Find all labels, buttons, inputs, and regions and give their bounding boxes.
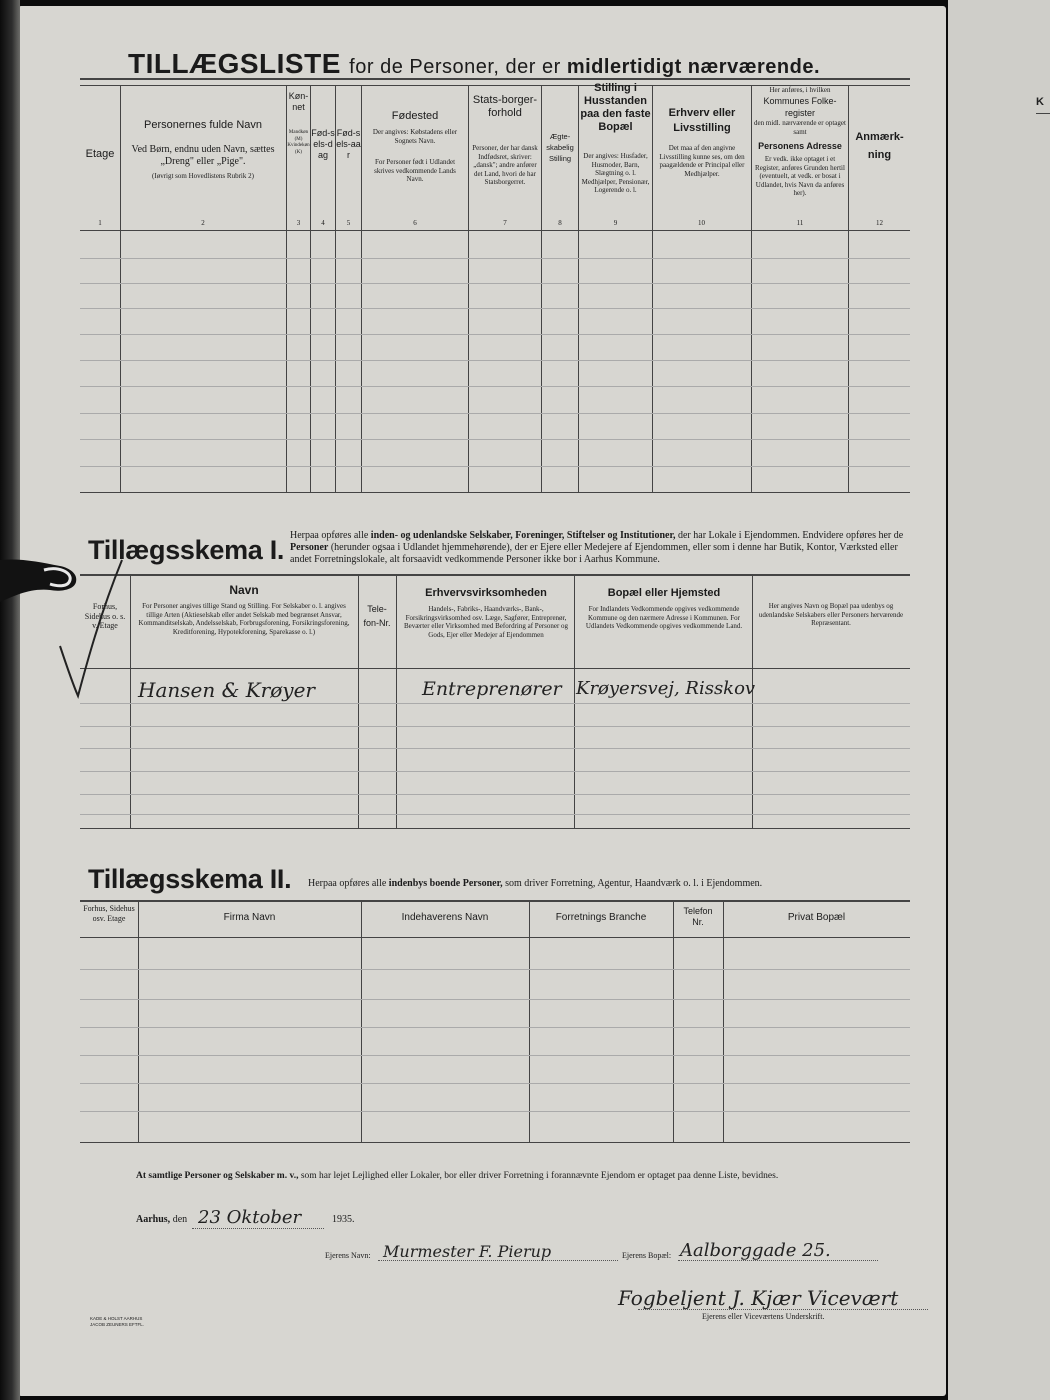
- col-adresse-header: Personens Adresse: [758, 141, 842, 151]
- skema1-col-bopael: Bopæl eller Hjemsted: [607, 587, 721, 599]
- col-fodested-sub2: For Personer født i Udlandet skrives vedkommende Lands Navn.: [374, 158, 456, 183]
- col-name-sub: Ved Børn, endnu uden Navn, sættes „Dreng" eller „Pige".: [131, 144, 275, 167]
- col-adresse-sub: Er vedk. ikke optaget i et Register, anføres Grunden hertil (eventuelt, at vedk. er bosat i Udlandet, hvis Navn da anføres her).: [755, 155, 845, 197]
- col-num: 11: [796, 219, 804, 227]
- skema1-col-bopael-sub: For Indlandets Vedkommende opgives vedkommende Kommune og den nærmere Adresse i Kommunen. For Udlandets Vedkommende opgives vedkommende Land.: [585, 605, 743, 630]
- col-statsborger-sub: Personer, der har dansk Indfødsret, skriver: „dansk"; andre anfører det Land, hvori de har Statsborgerret.: [472, 144, 538, 186]
- col-num: 3: [296, 219, 301, 227]
- col-num: 7: [503, 219, 507, 227]
- col-aegteskab-header: Ægte-skabelig Stilling: [546, 132, 574, 163]
- skema1-col-erhverv: Erhvervsvirksomheden: [425, 587, 547, 599]
- col-num: 8: [558, 219, 562, 227]
- skema1-title: Tillægsskema I.: [88, 535, 285, 565]
- tillaegsliste-title: TILLÆGSLISTE for de Personer, der er midlertidigt nærværende.: [128, 48, 820, 79]
- col-name-header: Personernes fulde Navn: [143, 119, 262, 131]
- skema1-col-forhus: Forhus, Sidehus o. s. v. Etage: [84, 602, 126, 630]
- col-folkeregister-sub: den midl. nærværende er optaget samt: [754, 119, 846, 136]
- col-stilling-header: Stilling i Husstanden paa den faste Bopæl: [580, 82, 651, 133]
- col-num: 1: [98, 219, 102, 227]
- col-erhverv-header: Erhverv eller Livsstilling: [668, 107, 736, 134]
- col-num: 12: [876, 219, 883, 227]
- col-num: 5: [346, 219, 351, 227]
- owner-name-handwritten: Murmester F. Pierup: [383, 1242, 552, 1261]
- skema2-col-bopael: Privat Bopæl: [787, 912, 846, 923]
- col-kon-header: Køn-net: [288, 91, 309, 112]
- col-name-sub2: (Iøvrigt som Hovedlistens Rubrik 2): [152, 172, 254, 180]
- col-num: 2: [201, 219, 205, 227]
- col-anmaerkning-header: Anmærk-ning: [855, 131, 904, 161]
- adjacent-page: [948, 0, 1050, 1400]
- col-num: 6: [413, 219, 417, 227]
- skema1-col-erhverv-sub: Handels-, Fabriks-, Haandværks-, Bank-, Forsikringsvirksomhed osv. Læge, Sagfører, Entreprenør, Beværter eller Virksomhed med Befordring af Personer og Gods, Ejer eller Medejer af Ejendommen: [403, 605, 569, 639]
- signature-label: Ejerens eller Viceværtens Underskrift.: [702, 1312, 825, 1321]
- skema1-row1-bopael: Krøyersvej, Risskov: [576, 678, 756, 699]
- signature-handwritten: Fogbeljent J. Kjær Vicevært: [618, 1286, 899, 1310]
- col-fodselsdag-header: Fød-sels-dag: [311, 128, 335, 160]
- skema1-col-navn: Navn: [229, 583, 259, 597]
- skema1-col-repr: Her angives Navn og Bopæl paa udenbys og udenlandske Selskabers eller Personers herværende Repræsentant.: [758, 602, 904, 627]
- col-etage-header: Etage: [85, 148, 115, 160]
- col-statsborger-header: Stats-borger-forhold: [472, 94, 538, 119]
- printer-mark: KADE & HOLST AARHUS JACOB ZEUNERS EFTFL.: [90, 1316, 145, 1327]
- col-fodested-sub: Der angives: Købstadens eller Sognets Navn.: [372, 128, 458, 145]
- col-folkeregister-header: Kommunes Folke-register: [763, 96, 837, 118]
- col-erhverv-sub: Det maa af den angivne Livsstilling kunne ses, om den paagældende er Principal eller Medhjælper.: [659, 144, 745, 178]
- skema2-intro: Herpaa opføres alle indenbys boende Personer, som driver Forretning, Agentur, Haandværk o. l. i Ejendommen.: [308, 878, 763, 889]
- declaration-text: At samtlige Personer og Selskaber m. v., som har lejet Lejlighed eller Lokaler, bor eller driver Forretning i forannævnte Ejendom er optaget paa denne Liste, bevidnes.: [136, 1171, 779, 1181]
- census-form-page: [18, 6, 946, 1396]
- skema1-row1-navn: Hansen & Krøyer: [138, 678, 315, 702]
- paper-clip-icon: [0, 556, 80, 606]
- skema2-col-branche: Forretnings Branche: [555, 912, 647, 923]
- col-fodselsaar-header: Fød-sels-aar: [336, 128, 361, 160]
- skema2-title: Tillægsskema II.: [88, 864, 292, 894]
- col-num: 4: [321, 219, 325, 227]
- col-kon-sub: Mandkøn (M) Kvindekøn (K): [287, 130, 310, 155]
- skema1-col-navn-sub: For Personer angives tillige Stand og Stilling. For Selskaber o. l. angives tillige Arten (Aktieselskab eller andet Selskab med begrænset Ansvar, Kommanditselskab, Andelsselskab, Forbrugsforening, Forsikringsforening, Kreditforening, Hypotekforening, Sparekasse o. l.): [138, 602, 350, 636]
- skema1-col-telefon: Tele-fon-Nr.: [363, 604, 391, 628]
- binding-fold: [0, 0, 20, 1400]
- skema2-col-forhus: Forhus, Sidehus osv. Etage: [83, 904, 135, 923]
- skema2-col-indehaver: Indehaverens Navn: [401, 912, 489, 923]
- skema2-col-telefon: Telefon Nr.: [683, 906, 713, 927]
- owner-address-handwritten: Aalborggade 25.: [680, 1240, 831, 1261]
- owner-name-label: Ejerens Navn:: [325, 1251, 371, 1260]
- col-num: 9: [613, 219, 618, 227]
- skema1-row1-erhverv: Entreprenører: [422, 678, 562, 700]
- col-num: 10: [698, 219, 705, 227]
- col-stilling-sub: Der angives: Husfader, Husmoder, Barn, Slægtning o. l. Medhjælper, Pensionær, Logerende o. l.: [581, 152, 650, 194]
- col-folkeregister-pre: Her anføres, i hvilken: [769, 86, 831, 94]
- skema2-col-firma: Firma Navn: [223, 912, 276, 923]
- col-fodested-header: Fødested: [391, 110, 439, 122]
- footer-date-handwritten: 23 Oktober: [198, 1207, 302, 1228]
- owner-address-label: Ejerens Bopæl:: [622, 1251, 672, 1260]
- adjacent-page-fragment: K: [1036, 96, 1044, 108]
- footer-city: Aarhus, den: [136, 1214, 188, 1225]
- footer-year: 1935.: [332, 1214, 355, 1225]
- skema1-intro: Herpaa opføres alle inden- og udenlandske Selskaber, Foreninger, Stiftelser og Institutioner, der har Lokale i Ejendommen. Endvidere opføres her de Personer (herunder ogsaa i Udlandet hjemmehørende), der er Ejere eller Medejere af Ejendommen, eller som i denne har Butik, Kontor, Værksted eller andet Forretningslokale, alt forsaavidt vedkommende Personer ikke bor i Aarhus Kommune.: [290, 530, 904, 565]
